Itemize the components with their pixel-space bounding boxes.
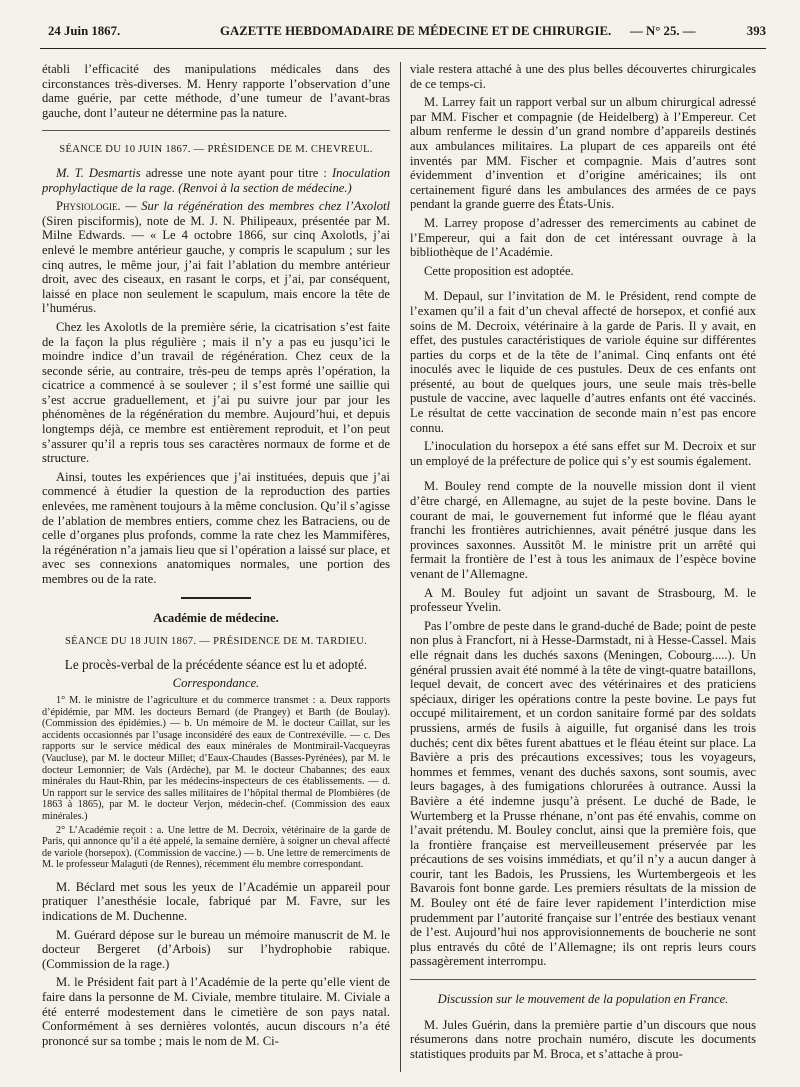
seance-heading: SÉANCE DU 10 JUIN 1867. — PRÉSIDENCE DE M. CHEVREUL. <box>59 144 373 156</box>
author-name: M. T. Desmartis <box>56 165 141 180</box>
paragraph: Chez les Axolotls de la première série, la cicatrisation s’est faite de la façon la plus régulière ; mais il n’y a pas eu jusqu’ici le moindre indice d’un travail de régénération. Chez ceux de la seconde série, au contraire, très-peu de temps après l’opération, la cicatrice a commencé à se soulever ; il s’est formé une saillie qui s’est accrue graduellement, et j’ai pu suivre jour par jour les phénomènes de la régénération du membre. Aujourd’hui, et depuis longtemps déjà, ce membre est entièrement reproduit, et l’on peut s’assurer qu’il a repris tous ses caractères normaux de forme et de structure. <box>42 319 390 466</box>
header-page-number: 393 <box>746 24 766 38</box>
seance-heading: SÉANCE DU 18 JUIN 1867. — PRÉSIDENCE DE M. TARDIEU. <box>64 636 368 648</box>
section-rule <box>410 979 756 980</box>
column-divider <box>400 62 401 1072</box>
separator-bar <box>181 597 251 599</box>
page-header <box>48 24 766 44</box>
right-column <box>410 62 756 1065</box>
paragraph <box>42 199 390 316</box>
header-date: 24 Juin 1867. <box>48 24 121 38</box>
header-title: GAZETTE HEBDOMADAIRE DE MÉDECINE ET DE CHIRURGIE. <box>220 24 612 38</box>
paragraph: établi l’efficacité des manipulations médicales dans des circonstances très-diverses. M. Henry rapporte l’observation d’une dame guérie, par cette méthode, d’une tumeur de l’avant-bras gauche, dont l’auteur ne détermine pas la nature. <box>42 62 390 120</box>
paragraph: Pas l’ombre de peste dans le grand-duché de Bade; point de peste non plus à Francfort, ni à Hesse-Darmstadt, ni à Hesse-Cassel. Mais elle régnait dans les duchés saxons (Meningen, Cobourg.....). Un général prussien avait été nommé à la tête de vingt-quatre bataillons, lequel devait, de concert avec des vétérinaires et des praticiens spéciaux, diriger les opérations contre la peste bovine. Le pays fut occupé militairement, et un cordon sanitaire formé par des soldats prussiens, armés de fusils à aiguille, fut organisé dans les trois duchés; cent dix bêtes furent abattues et le fléau éteint sur place. La Bavière a pris des précautions excessives; tous les voyageurs, hommes et femmes, venant des duchés saxons, sont soumis, avec leurs bagages, à des fumigations chlorurées à outrance. Aussi la Bavière a été indemne jusqu’à présent. Le duché de Bade, le Wurtemberg et la Prusse rhénane, n’ont pas été envahis, comme on l’avait prétendu. M. Bouley conclut, ainsi que la première fois, que la frontière française est merveilleusement préservée par les précautions de ses voisins immédiats, et qu’il n’y a aucun danger à courir, tant les Badois, les Prussiens, les Wurtembergeois et les Bavarois font bonne garde. Les premiers résultats de la mission de M. Bouley ont été de faire lever rapidement l’interdiction mise prudemment par l’autorité française sur l’entrée des bestiaux venant de l’est. Aujourd’hui nos approvisionnements de boucherie ne sont plus entravés du côté de l’Allemagne; ils ont repris leurs cours passagèrement interrompu. <box>410 618 756 969</box>
note-title: Inoculation prophylactique de la rage. (Renvoi à la section de médecine.) <box>42 165 390 195</box>
correspondance-heading: Correspondance. <box>172 676 260 691</box>
paragraph: Cette proposition est adoptée. <box>424 263 574 278</box>
paragraph: Ainsi, toutes les expériences que j’ai instituées, depuis que j’ai commencé à étudier la question de la reproduction des parties enlevées, me ramènent toujours à la même conclusion. Qu’il s’agisse de l’ablation de membres entiers, comme chez les Batraciens, ou de celle d’organes plus profonds, comme la rate chez les Mammifères, la régénération n’a jamais lieu que si l’opération a laissé sur place, et avec ses connexions anatomiques normales, une portion des membres ou de la rate. <box>42 469 390 586</box>
left-column <box>42 62 390 1052</box>
section-label: Physiologie. <box>56 199 121 214</box>
correspondance-block <box>42 695 390 871</box>
paragraph: M. le Président fait part à l’Académie de la perte qu’elle vient de faire dans la personne de M. Civiale, membre titulaire. M. Civiale a été enterré modestement dans le cimetière de son pays natal. Conformément à ses dernières volontés, aucun discours n’a été prononcé sur sa tombe ; mais le nom de M. Ci- <box>42 975 390 1048</box>
correspondance-item: 1° M. le ministre de l’agriculture et du commerce transmet : a. Deux rapports d’épidémie, par MM. les docteurs Bernard (de Prangey) et Barth (de Boulay). (Commission des épidémies.) — b. Un mémoire de M. le docteur Caillat, sur les accidents occasionnés par l’usage inconsidéré des eaux de Contrexéville. — c. Des rapports sur le service médical des eaux minérales de Montmirail-Vacqueyras (Vaucluse), par M. le docteur Millet; d’Eaux-Chaudes (Basses-Pyrénées), par M. le docteur Lemonnier; de Vals (Ardèche), par M. le docteur Chabannes; des eaux minérales du Haut-Rhin, par les médecins-inspecteurs de ces établissements. — d. Un rapport sur le service des salles militaires de l’hôpital thermal de Plombières (de 1863 à 1865), par M. le docteur Verjon, médecin-chef. (Commission des eaux minérales.) <box>42 694 390 822</box>
paragraph: M. Béclard met sous les yeux de l’Académie un appareil pour pratiquer l’anesthésie locale, fabriqué par M. Favre, sur les indications de M. Duchenne. <box>42 879 390 924</box>
paragraph: M. Larrey propose d’adresser des remerciments au cabinet de l’Empereur, qui a fait don de cet intéressant ouvrage à la bibliothèque de l’Académie. <box>410 215 756 260</box>
academy-heading: Académie de médecine. <box>153 610 279 625</box>
proces-verbal: Le procès-verbal de la précédente séance est lu et adopté. <box>64 656 368 672</box>
paragraph: M. Jules Guérin, dans la première partie d’un discours que nous résumerons dans notre prochain numéro, discute les documents statistiques produits par M. Broca, et s’attache à prou- <box>410 1017 756 1061</box>
header-rule <box>40 48 766 49</box>
paragraph: M. Larrey fait un rapport verbal sur un album chirurgical adressé par MM. Fischer et compagnie (de Heidelberg) à l’Empereur. Cet album renferme le dessin d’un grand nombre d’appareils destinés aux ambulances militaires. La plupart de ces appareils ont été inventés par MM. Fischer et compagnie. Mais d’autres sont évidemment d’invention et d’origine américaines; ils ont certainement figuré dans les ambulances des armées de ce pays pendant la grande guerre des États-Unis. <box>410 95 756 212</box>
paragraph: M. Bouley rend compte de la nouvelle mission dont il vient d’être chargé, en Allemagne, au sujet de la peste bovine. Dans le courant de mai, le gouvernement fut informé que le fléau ayant franchi les frontières autrichiennes, avait pénétré jusque dans les provinces saxonnes. Aussitôt M. le ministre prit un arrêté qui fermait la frontière de l’est à tous les animaux de l’espèce bovine venant de l’Allemagne. <box>410 479 756 581</box>
header-number: — N° 25. — <box>630 24 696 38</box>
paragraph: A M. Bouley fut adjoint un savant de Strasbourg, M. le professeur Yvelin. <box>410 585 756 615</box>
correspondance-item: 2° L’Académie reçoit : a. Une lettre de M. Decroix, vétérinaire de la garde de Paris, qui annonce qu’il a été appelé, la semaine dernière, à soigner un cheval affecté de variole (horsepox). (Commission de vaccine.) — b. Une lettre de remerciments de M. le professeur Malaguti (de Rennes), récemment élu membre correspondant. <box>42 824 390 871</box>
note-title: — Sur la régénération des membres chez l’Axolotl <box>120 199 390 214</box>
section-rule <box>42 130 390 131</box>
discussion-heading: Discussion sur le mouvement de la population en France. <box>437 992 729 1007</box>
paragraph <box>42 166 390 195</box>
paragraph: viale restera attaché à une des plus belles découvertes chirurgicales de ce temps-ci. <box>410 62 756 91</box>
text-run: adresse une note ayant pour titre : <box>140 165 332 180</box>
paragraph: M. Depaul, sur l’invitation de M. le Président, rend compte de l’examen qu’il a fait d’un cheval affecté de horsepox, et confié aux soins de M. Decroix, vétérinaire à la garde de Paris. Il y avait, en effet, des pustules caractéristiques de variole équine sur différentes parties du corps et de la tête de l’animal. Cinq enfants ont été inoculés avec le liquide de ces pustules. Deux de ces enfants ont présenté, au bout de quelques jours, une seule mais très-belle pustule de vaccine, avec laquelle d’autres enfants ont été vaccinés. Le résultat de cette vaccination de seconde main n’est pas encore connu. <box>410 289 756 435</box>
paragraph: L’inoculation du horsepox a été sans effet sur M. Decroix et sur un employé de la préfecture de police qui s’y est soumis également. <box>410 439 756 468</box>
text-run: (Siren pisciformis), note de M. J. N. Philipeaux, présentée par M. Milne Edwards. — « Le 4 octobre 1866, sur cinq Axolotls, j’ai enlevé le membre antérieur gauche, y compris le scapulum ; sur les cinq autres, le même jour, j’ai fait l’ablation du membre antérieur droit, avec des ciseaux, en rasant le corps, et j’ai, par conséquent, laissé en place non seulement le scapulum, mais encore la tête de l’humérus. <box>42 213 390 316</box>
paragraph: M. Guérard dépose sur le bureau un mémoire manuscrit de M. le docteur Bergeret (d’Arbois) sur l’hydrophobie rabique. (Commission de la rage.) <box>42 927 390 971</box>
